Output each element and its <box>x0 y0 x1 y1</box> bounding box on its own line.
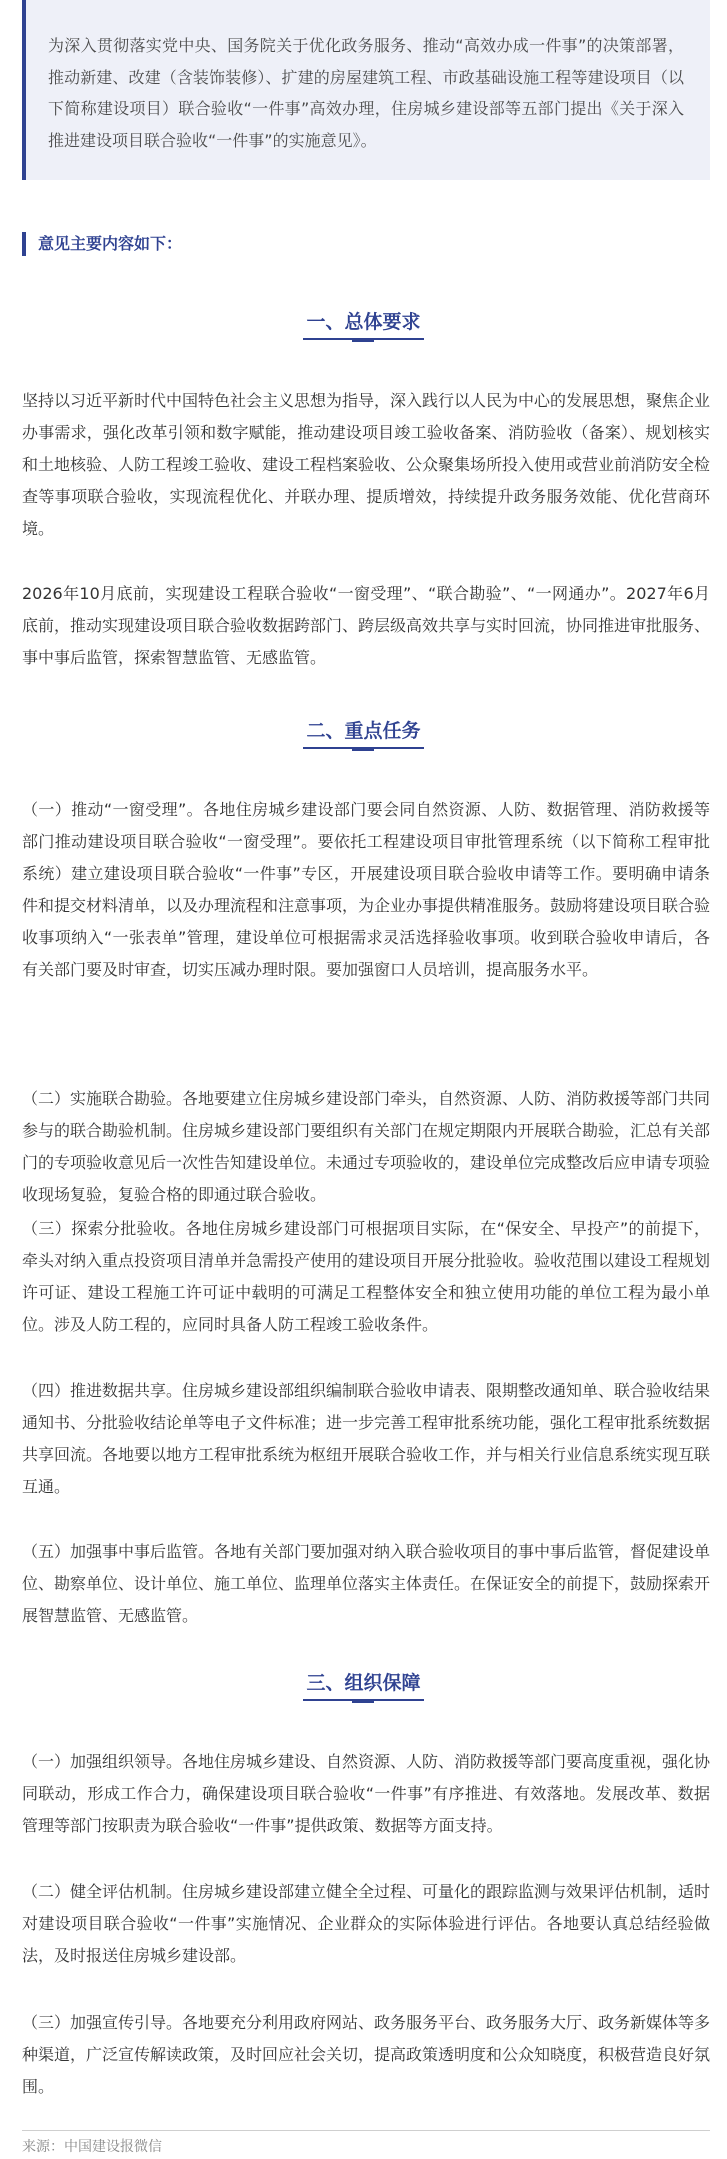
paragraph: （二）实施联合勘验。各地要建立住房城乡建设部门牵头，自然资源、人防、消防救援等部门共同参与的联合勘验机制。住房城乡建设部门要组织有关部门在规定期限内开展联合勘验，汇总有关部门的专项验收意见后一次性告知建设单位。未通过专项验收的，建设单位完成整改后应申请专项验收现场复验，复验合格的即通过联合验收。 <box>22 1089 711 1204</box>
paragraph: （二）健全评估机制。住房城乡建设部建立健全全过程、可量化的跟踪监测与效果评估机制，适时对建设项目联合验收“一件事”实施情况、企业群众的实际体验进行评估。各地要认真总结经验做法，及时报送住房城乡建设部。 <box>22 1882 711 1965</box>
paragraph: （一）推动“一窗受理”。各地住房城乡建设部门要会同自然资源、人防、数据管理、消防救援等部门推动建设项目联合验收“一窗受理”。要依托工程建设项目审批管理系统（以下简称工程审批系统）建立建设项目联合验收“一件事”专区，开展建设项目联合验收申请等工作。要明确申请条件和提交材料清单，以及办理流程和注意事项，为企业办事提供精准服务。鼓励将建设项目联合验收事项纳入“一张表单”管理，建设单位可根据需求灵活选择验收事项。收到联合验收申请后，各有关部门要及时审查，切实压减办理时限。要加强窗口人员培训，提高服务水平。 <box>22 800 711 979</box>
paragraph: （一）加强组织领导。各地住房城乡建设、自然资源、人防、消防救援等部门要高度重视，强化协同联动，形成工作合力，确保建设项目联合验收“一件事”有序推进、有效落地。发展改革、数据管理等部门按职责为联合验收“一件事”提供政策、数据等方面支持。 <box>22 1752 711 1835</box>
paragraph: 坚持以习近平新时代中国特色社会主义思想为指导，深入践行以人民为中心的发展思想，聚焦企业办事需求，强化改革引领和数字赋能，推动建设项目竣工验收备案、消防验收（备案）、规划核实和土地核验、人防工程竣工验收、建设工程档案验收、公众聚集场所投入使用或营业前消防安全检查等事项联合验收，实现流程优化、并联办理、提质增效，持续提升政务服务效能、优化营商环境。 <box>22 391 711 538</box>
intro-text: 为深入贯彻落实党中央、国务院关于优化政务服务、推动“高效办成一件事”的决策部署，推动新建、改建（含装饰装修）、扩建的房屋建筑工程、市政基础设施工程等建设项目（以下简称建设项目）联合验收“一件事”高效办理，住房城乡建设部等五部门提出《关于深入推进建设项目联合验收“一件事”的实施意见》。 <box>48 36 684 150</box>
section-title-3 <box>0 1668 727 1701</box>
section-title-text: 二、重点任务 <box>303 716 423 749</box>
section-title-text: 三、组织保障 <box>303 1668 423 1701</box>
source-divider <box>22 2130 710 2131</box>
paragraph: （五）加强事中事后监管。各地有关部门要加强对纳入联合验收项目的事中事后监管，督促建设单位、勘察单位、设计单位、施工单位、监理单位落实主体责任。在保证安全的前提下，鼓励探索开展智慧监管、无感监管。 <box>22 1542 711 1625</box>
intro-box <box>22 0 710 180</box>
section-title-1 <box>0 307 727 340</box>
source-text: 来源：中国建设报微信 <box>22 2139 162 2155</box>
section-title-2 <box>0 716 727 749</box>
main-content-label: 意见主要内容如下： <box>22 232 182 256</box>
paragraph: （四）推进数据共享。住房城乡建设部组织编制联合验收申请表、限期整改通知单、联合验收结果通知书、分批验收结论单等电子文件标准；进一步完善工程审批系统功能，强化工程审批系统数据共享回流。各地要以地方工程审批系统为枢纽开展联合验收工作，并与相关行业信息系统实现互联互通。 <box>22 1381 711 1496</box>
paragraph: 2026年10月底前，实现建设工程联合验收“一窗受理”、“联合勘验”、“一网通办”。2027年6月底前，推动实现建设项目联合验收数据跨部门、跨层级高效共享与实时回流，协同推进审批服务、事中事后监管，探索智慧监管、无感监管。 <box>22 584 711 667</box>
section-title-text: 一、总体要求 <box>303 307 423 340</box>
paragraph: （三）加强宣传引导。各地要充分利用政府网站、政务服务平台、政务服务大厅、政务新媒体等多种渠道，广泛宣传解读政策，及时回应社会关切，提高政策透明度和公众知晓度，积极营造良好氛围。 <box>22 2013 711 2096</box>
paragraph: （三）探索分批验收。各地住房城乡建设部门可根据项目实际，在“保安全、早投产”的前提下，牵头对纳入重点投资项目清单并急需投产使用的建设项目开展分批验收。验收范围以建设工程规划许可证、建设工程施工许可证中载明的可满足工程整体安全和独立使用功能的单位工程为最小单位。涉及人防工程的，应同时具备人防工程竣工验收条件。 <box>22 1219 711 1334</box>
